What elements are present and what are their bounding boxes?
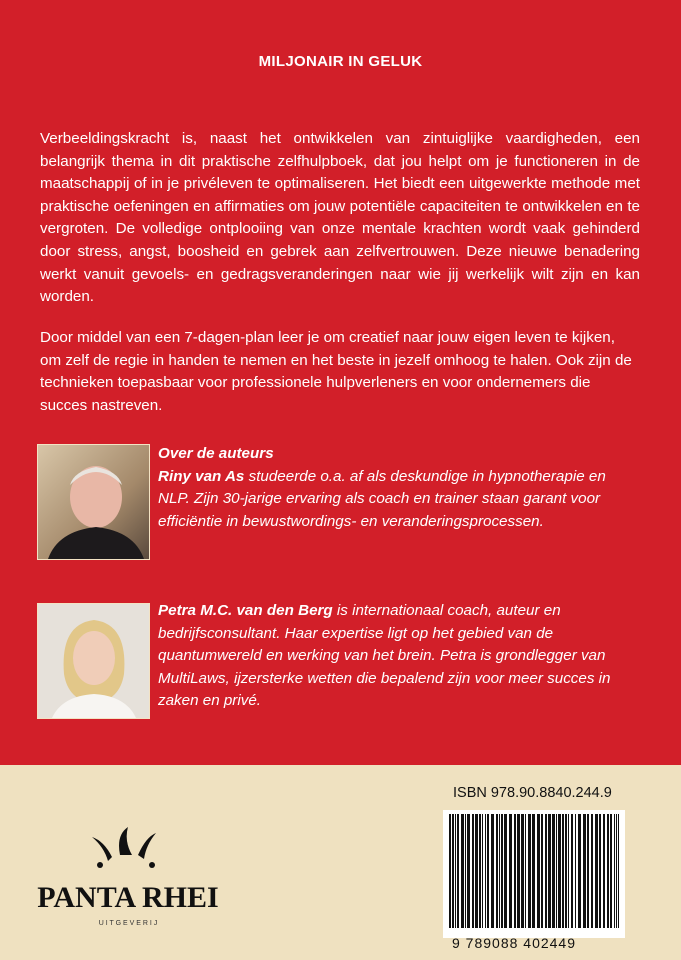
barcode-bar [571, 814, 573, 928]
barcode-bar [575, 814, 576, 928]
author2-name: Petra M.C. van den Berg [158, 602, 333, 619]
barcode-bar [541, 814, 543, 928]
author-photo-riny [37, 444, 150, 560]
barcode-bar [548, 814, 551, 928]
barcode-bar [509, 814, 512, 928]
author-bio-2 [158, 600, 638, 713]
barcode-bar [457, 814, 459, 928]
barcode-bar [552, 814, 555, 928]
barcode-bar [616, 814, 617, 928]
barcode-bar [587, 814, 589, 928]
barcode-bar [607, 814, 609, 928]
book-title: MILJONAIR IN GELUK [258, 53, 423, 70]
barcode-bar [595, 814, 598, 928]
barcode-bar [479, 814, 481, 928]
barcode-bar [578, 814, 581, 928]
publisher-logo [28, 825, 228, 935]
author-bio-1 [158, 443, 638, 533]
blurb-paragraph-1: Verbeeldingskracht is, naast het ontwikkelen van zintuiglijke vaardigheden, een belangrijk thema in dit praktische zelfhulpboek, dat jou helpt om je functioneren in de maatschappij of in je privéleven te optimaliseren. Het biedt een uitgewerkte methode met praktische oefeningen en affirmaties om jouw potentiële capaciteiten te ontwikkelen en te vergroten. De volledige ontplooiing van onze mentale krachten wordt vaak gehinderd door stress, angst, boosheid en gebrek aan zelfvertrouwen. Deze nieuwe benadering werkt vanuit gevoels- en gedragsveranderingen naar wie jij werkelijk wilt zijn en kan worden. [40, 130, 640, 306]
barcode-bar [591, 814, 593, 928]
publisher-name: PANTA RHEI [37, 881, 219, 914]
barcode-bar [525, 814, 526, 928]
barcode-bar [465, 814, 466, 928]
author2-bio: is internationaal coach, auteur en bedrijfsconsultant. Haar expertise ligt op het gebied van de quantumwereld en werking van het brein. Petra is grondlegger van MultiLaws, ijzersterke wetten die bepalend zijn voor meer succes in zaken en privé. [158, 602, 611, 710]
blurb-paragraph-2: Door middel van een 7-dagen-plan leer je om creatief naar jouw eigen leven te kijken, om zelf de regie in handen te nemen en het beste in jezelf omhoog te halen. Ook zijn de technieken toepasbaar voor professionele hulpverleners en voor ondernemers die succes nastreven. [40, 329, 632, 414]
barcode-bar [496, 814, 498, 928]
barcode-bar [467, 814, 470, 928]
barcode-bar [517, 814, 520, 928]
barcode-bar [487, 814, 489, 928]
barcode-bar [452, 814, 454, 928]
authors-heading: Over de auteurs [158, 445, 274, 462]
publisher-subtitle: U I T G E V E R I J [98, 920, 158, 927]
barcode-bar [501, 814, 503, 928]
barcode-bar [504, 814, 507, 928]
barcode-bar [545, 814, 547, 928]
barcode-bar [475, 814, 478, 928]
barcode-bar [568, 814, 569, 928]
barcode-bar [599, 814, 601, 928]
barcode-bar [455, 814, 456, 928]
barcode-bar [461, 814, 464, 928]
barcode-bar [485, 814, 486, 928]
barcode-bar [537, 814, 540, 928]
barcode-bar [603, 814, 605, 928]
author-photo-petra [37, 603, 150, 719]
barcode [443, 810, 625, 938]
author1-name: Riny van As [158, 467, 245, 485]
barcode-bar [562, 814, 564, 928]
barcode-bar [482, 814, 483, 928]
barcode-bar [532, 814, 535, 928]
barcode-number: 9 789088 402449 [452, 935, 576, 951]
author1-bio: studeerde o.a. af als deskundige in hypnotherapie en NLP. Zijn 30-jarige ervaring als coach en trainer staan garant voor efficiëntie in bewustwordings- en veranderingsprocessen. [158, 467, 606, 530]
isbn-label: ISBN 978.90.8840.244.9 [453, 785, 612, 801]
barcode-bar [449, 814, 451, 928]
barcode-bar [472, 814, 474, 928]
barcode-bar [558, 814, 561, 928]
barcode-bar [618, 814, 619, 928]
barcode-bar [565, 814, 567, 928]
barcode-bar [491, 814, 494, 928]
barcode-bar [521, 814, 524, 928]
barcode-bar [610, 814, 612, 928]
barcode-bar [614, 814, 615, 928]
barcode-bar [514, 814, 516, 928]
barcode-bar [499, 814, 500, 928]
barcode-bar [556, 814, 557, 928]
barcode-bar [528, 814, 531, 928]
barcode-bar [583, 814, 586, 928]
